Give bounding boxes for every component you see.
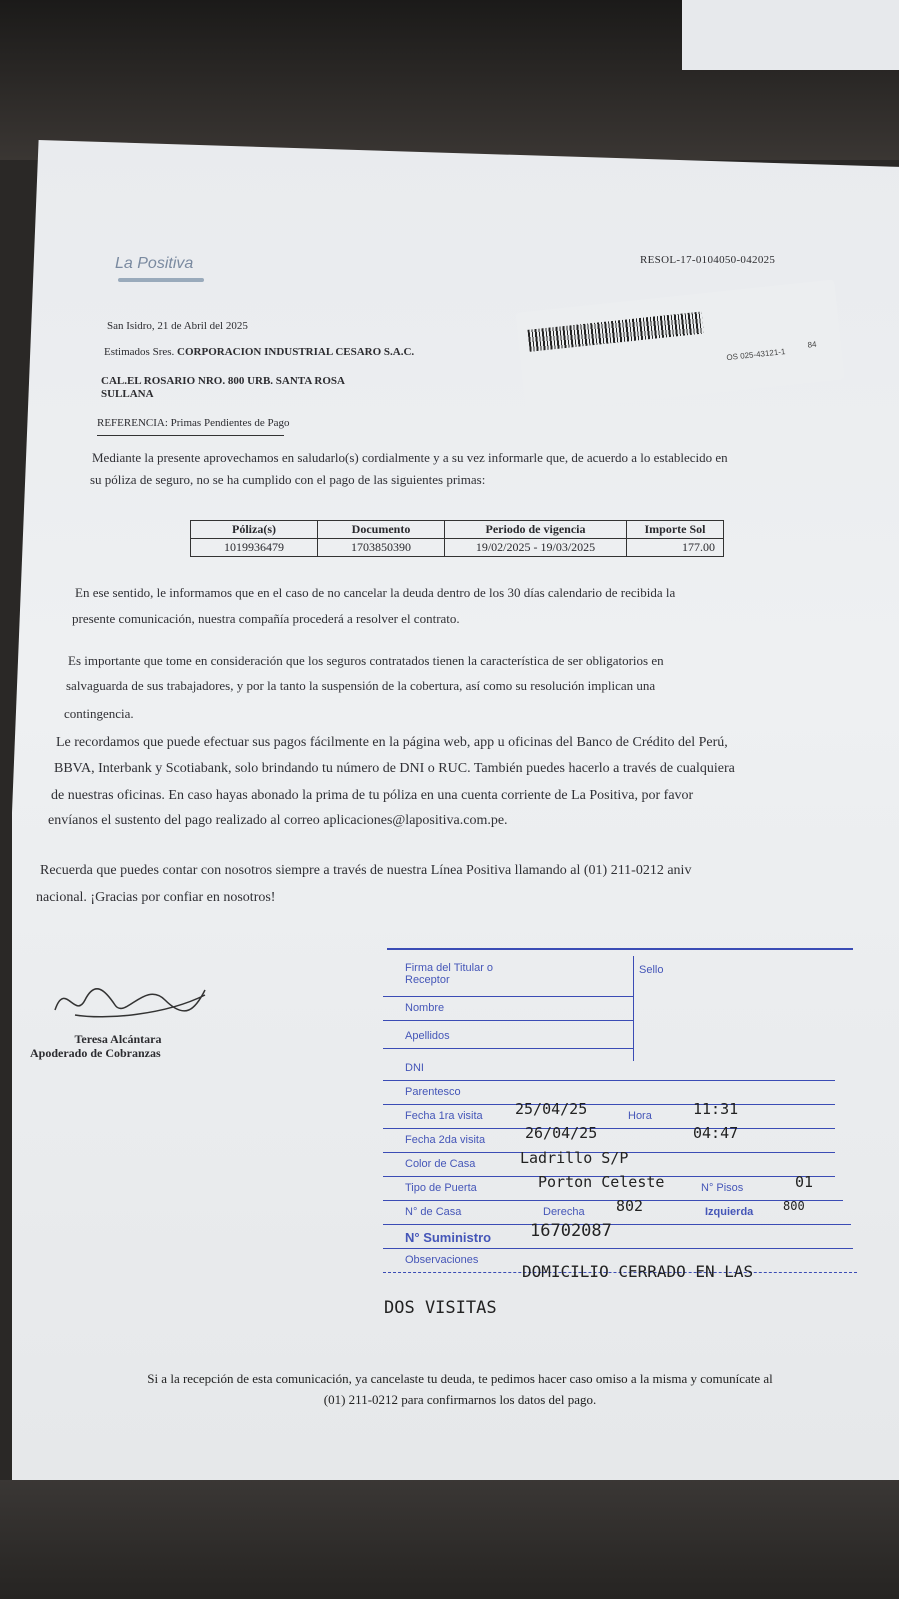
addressee-line (104, 346, 414, 358)
background-paper-corner (682, 0, 899, 70)
paragraph-2-line-2: salvaguarda de sus trabajadores, y por la tanto la suspensión de la cobertura, así como su resolución implican una (66, 678, 656, 693)
handwritten-color: Ladrillo S/P (520, 1149, 629, 1167)
handwritten-tipo: Porton Celeste (538, 1173, 665, 1191)
reference-underline (97, 435, 284, 436)
paragraph-1-line-1: En ese sentido, le informamos que en el caso de no cancelar la deuda dentro de los 30 días calendario de recibida la (75, 585, 676, 600)
stamp-row-firma (383, 956, 633, 997)
paragraph-3-line-3: de nuestras oficinas. En caso hayas abonado la prima de tu póliza en una cuenta corriente de La Positiva, por favor (51, 788, 694, 803)
nombre-label: Nombre (405, 1002, 445, 1014)
color-label: Color de Casa (405, 1158, 476, 1170)
table-cell: 19/02/2025 - 19/03/2025 (445, 539, 627, 557)
sticker-number: 84 (807, 339, 817, 350)
handwritten-suministro: 16702087 (530, 1221, 612, 1241)
addressee-name: CORPORACION INDUSTRIAL CESARO S.A.C. (177, 346, 415, 358)
handwritten-derecha: 802 (616, 1197, 644, 1215)
background-bottom (0, 1480, 899, 1599)
fecha2-label: Fecha 2da visita (405, 1134, 486, 1146)
hora1-label: Hora (628, 1110, 652, 1122)
address-line-2: SULLANA (101, 388, 154, 400)
apellidos-label: Apellidos (405, 1030, 450, 1042)
paragraph-3-line-2: BBVA, Interbank y Scotiabank, solo brindando tu número de DNI o RUC. También puedes hacerlo a través de cualquiera (54, 761, 735, 776)
stamp-row-apellidos (383, 1024, 633, 1049)
handwritten-observaciones-2: DOS VISITAS (384, 1298, 497, 1318)
handwritten-izquierda: 800 (783, 1199, 805, 1213)
logo-underline (118, 278, 204, 282)
stamp-row-dni (383, 1056, 835, 1081)
table-cell: 1019936479 (191, 539, 318, 557)
company-logo: La Positiva (115, 255, 194, 272)
table-header: Póliza(s) (191, 521, 318, 539)
handwritten-observaciones: DOMICILIO CERRADO EN LAS (522, 1262, 754, 1281)
footer-line-2: (01) 211-0212 para confirmarnos los datos del pago. (323, 1392, 597, 1407)
table-row (191, 539, 724, 557)
table-cell: 1703850390 (318, 539, 445, 557)
intro-line-2: su póliza de seguro, no se ha cumplido con el pago de las siguientes primas: (90, 472, 486, 487)
handwritten-fecha2: 26/04/25 (525, 1124, 598, 1142)
footer-note (60, 1368, 860, 1410)
handwritten-pisos: 01 (795, 1173, 814, 1191)
signer-title: Apoderado de Cobranzas (30, 1046, 161, 1060)
parentesco-label: Parentesco (405, 1086, 461, 1098)
address-line-1: CAL.EL ROSARIO NRO. 800 URB. SANTA ROSA (101, 375, 345, 387)
barcode (527, 312, 703, 352)
paragraph-3-line-4: envíanos el sustento del pago realizado al correo aplicaciones@lapositiva.com.pe. (48, 813, 508, 828)
resolution-code: RESOL-17-0104050-042025 (640, 254, 776, 266)
paragraph-2-line-3: contingencia. (64, 706, 134, 721)
delivery-stamp-form (383, 948, 853, 1278)
firma-label: Firma del Titular o Receptor (405, 962, 494, 986)
table-header: Importe Sol (627, 521, 724, 539)
dni-label: DNI (405, 1062, 424, 1074)
table-header: Periodo de vigencia (445, 521, 627, 539)
paragraph-3-line-1: Le recordamos que puede efectuar sus pagos fácilmente en la página web, app u oficinas del Banco de Crédito del Perú, (56, 735, 728, 750)
handwritten-hora2: 04:47 (693, 1124, 739, 1142)
stamp-row-parentesco (383, 1080, 835, 1105)
paragraph-4-line-1: Recuerda que puedes contar con nosotros siempre a través de nuestra Línea Positiva llamando al (01) 211-0212 aniv (40, 863, 692, 878)
observaciones-label: Observaciones (405, 1254, 479, 1266)
pisos-label: N° Pisos (701, 1182, 744, 1194)
table-cell: 177.00 (627, 539, 724, 557)
derecha-label: Derecha (543, 1206, 585, 1218)
handwritten-fecha1: 25/04/25 (515, 1100, 588, 1118)
stamp-row-nombre (383, 996, 633, 1021)
premiums-table (190, 520, 724, 557)
sello-label: Sello (639, 964, 664, 976)
paragraph-2-line-1: Es importante que tome en consideración que los seguros contratados tienen la característica de ser obligatorios en (68, 653, 664, 668)
tipo-label: Tipo de Puerta (405, 1182, 477, 1194)
sticker-code: OS 025-43121-1 (726, 347, 786, 363)
footer-line-1: Si a la recepción de esta comunicación, ya cancelaste tu deuda, te pedimos hacer caso omiso a la misma y comunícate al (147, 1371, 773, 1386)
paragraph-1-line-2: presente comunicación, nuestra compañía procederá a resolver el contrato. (72, 611, 460, 626)
stamp-row-fecha1 (383, 1104, 835, 1129)
addressee-prefix: Estimados Sres. (104, 346, 175, 358)
date-line: San Isidro, 21 de Abril del 2025 (107, 320, 248, 332)
izquierda-label: Izquierda (705, 1206, 754, 1218)
table-header-row (191, 521, 724, 539)
stamp-top-border (387, 948, 853, 950)
handwritten-signature (45, 970, 215, 1030)
stamp-divider (633, 956, 634, 1061)
paragraph-4-line-2: nacional. ¡Gracias por confiar en nosotros! (36, 890, 276, 905)
casa-label: N° de Casa (405, 1206, 462, 1218)
fecha1-label: Fecha 1ra visita (405, 1110, 483, 1122)
suministro-label: N° Suministro (405, 1230, 492, 1245)
stamp-row-suministro (383, 1224, 853, 1249)
reference-line: REFERENCIA: Primas Pendientes de Pago (97, 417, 290, 429)
table-header: Documento (318, 521, 445, 539)
signer-name: Teresa Alcántara (74, 1032, 162, 1046)
intro-line-1: Mediante la presente aprovechamos en saludarlo(s) cordialmente y a su vez informarle que, de acuerdo a lo establecido en (92, 450, 728, 465)
handwritten-hora1: 11:31 (693, 1100, 739, 1118)
